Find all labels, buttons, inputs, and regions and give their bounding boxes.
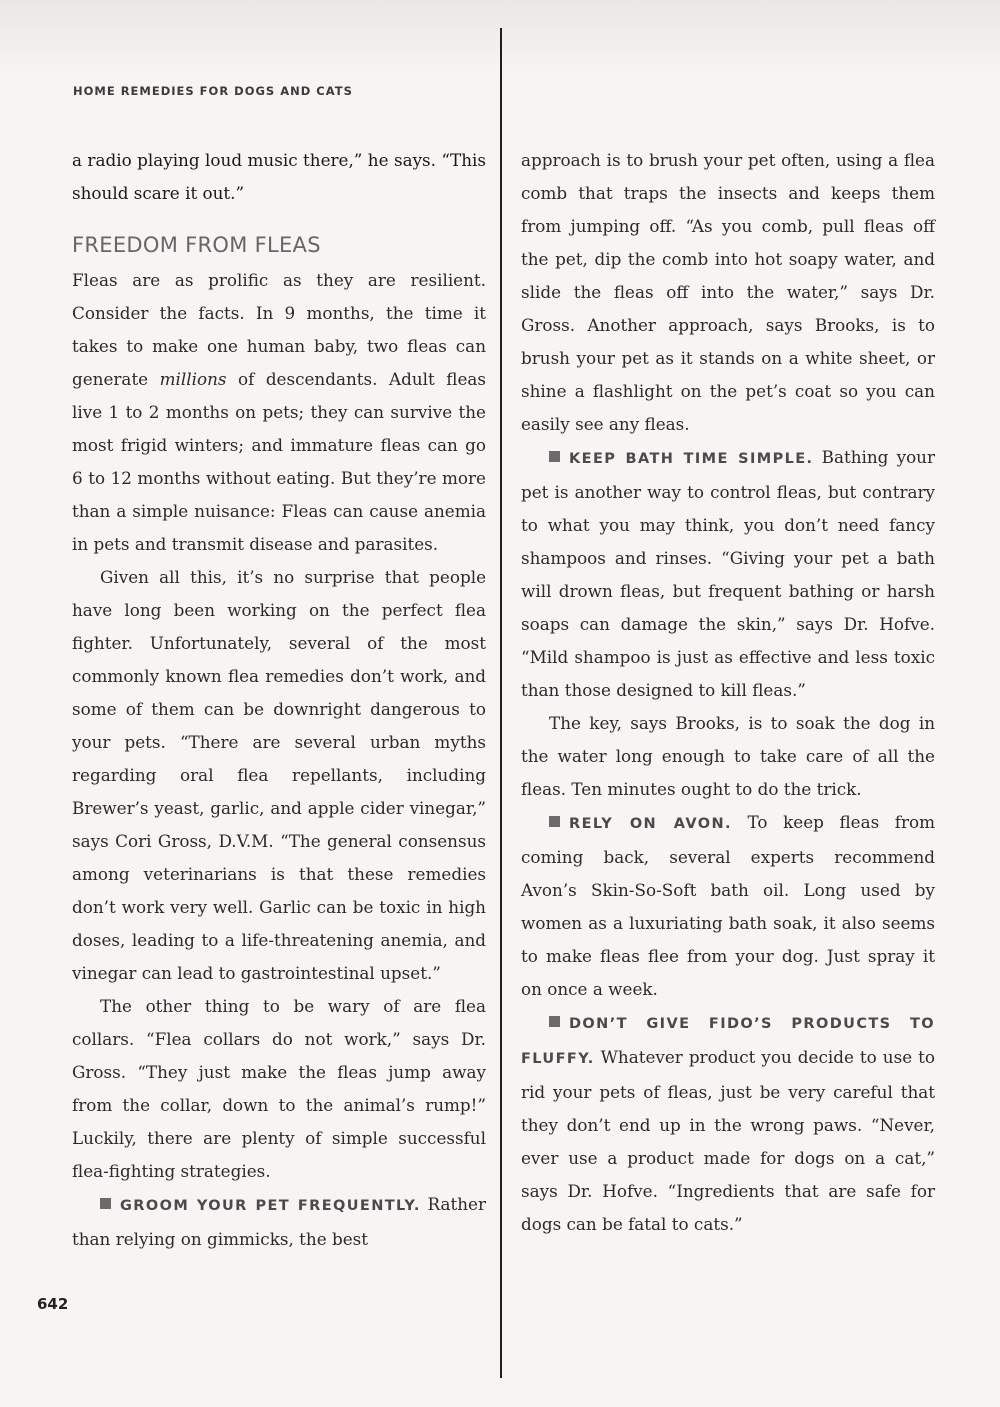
bullet-square-icon [549,816,560,827]
emphasis-text: millions [159,369,227,389]
paragraph-text: Fleas are as prolific as they are resilient. Consider the facts. In 9 months, the time it takes to make one human baby, two fleas can generate [72,270,486,389]
tip-lead: RELY ON AVON. [569,816,732,832]
tip-paragraph [521,1006,935,1241]
right-column [521,144,935,1241]
bullet-square-icon [100,1198,111,1209]
tip-text: Rather than relying on gimmicks, the best [72,1194,486,1249]
paragraph: approach is to brush your pet often, using a flea comb that traps the insects and keeps them from jumping off. “As you comb, pull fleas off the pet, dip the comb into hot soapy water, and slide the fleas off into the water,” says Dr. Gross. Another approach, says Brooks, is to brush your pet as it stands on a white sheet, or shine a flashlight on the pet’s coat so you can easily see any fleas. [521,150,935,434]
tip-paragraph [521,441,935,707]
column-divider [500,28,502,1378]
tip-lead: KEEP BATH TIME SIMPLE. [569,451,814,467]
left-column [72,144,486,1256]
tip-lead: DON’T GIVE FIDO’S PRODUCTS TO FLUFFY. [521,1016,935,1067]
paragraph [72,264,486,561]
intro-paragraph: a radio playing loud music there,” he says. “This should scare it out.” [72,150,486,203]
paragraph: The key, says Brooks, is to soak the dog in the water long enough to take care of all the fleas. Ten minutes ought to do the trick. [521,713,935,799]
running-head: HOME REMEDIES FOR DOGS AND CATS [73,84,353,98]
tip-text: To keep fleas from coming back, several experts recommend Avon’s Skin-So-Soft bath oil. Long used by women as a luxuriating bath soak, it also seems to make fleas flee from your dog. Just spray it on once a week. [521,812,936,999]
tip-text: Bathing your pet is another way to control fleas, but contrary to what you may think, you don’t need fancy shampoos and rinses. “Giving your pet a bath will drown fleas, but frequent bathing or harsh soaps can damage the skin,” says Dr. Hofve. “Mild shampoo is just as effective and less toxic than those designed to kill fleas.” [521,447,935,700]
paragraph: Given all this, it’s no surprise that people have long been working on the perfect flea fighter. Unfortunately, several of the most commonly known flea remedies don’t work, and some of them can be downright dangerous to your pets. “There are several urban myths regarding oral flea repellants, including Brewer’s yeast, garlic, and apple cider vinegar,” says Cori Gross, D.V.M. “The general consensus among veterinarians is that these remedies don’t work very well. Garlic can be toxic in high doses, leading to a life-threatening anemia, and vinegar can lead to gastrointestinal upset.” [72,567,486,983]
bullet-square-icon [549,451,560,462]
paragraph: The other thing to be wary of are flea collars. “Flea collars do not work,” says Dr. Gross. “They just make the fleas jump away from the collar, down to the animal’s rump!” Luckily, there are plenty of simple successful flea-fighting strategies. [72,996,486,1181]
paragraph-text: of descendants. Adult fleas live 1 to 2 months on pets; they can survive the most frigid winters; and immature fleas can go 6 to 12 months without eating. But they’re more than a simple nuisance: Fleas can cause anemia in pets and transmit disease and parasites. [72,369,486,554]
tip-paragraph [72,1188,486,1256]
tip-lead: GROOM YOUR PET FREQUENTLY. [120,1198,421,1214]
page-number: 642 [37,1295,69,1313]
section-heading: FREEDOM FROM FLEAS [72,233,321,257]
tip-text: Whatever product you decide to use to rid your pets of fleas, just be very careful that they don’t end up in the wrong paws. “Never, ever use a product made for dogs on a cat,” says Dr. Hofve. “Ingredients that are safe for dogs can be fatal to cats.” [521,1047,935,1234]
bullet-square-icon [549,1016,560,1027]
tip-paragraph [521,806,935,1006]
